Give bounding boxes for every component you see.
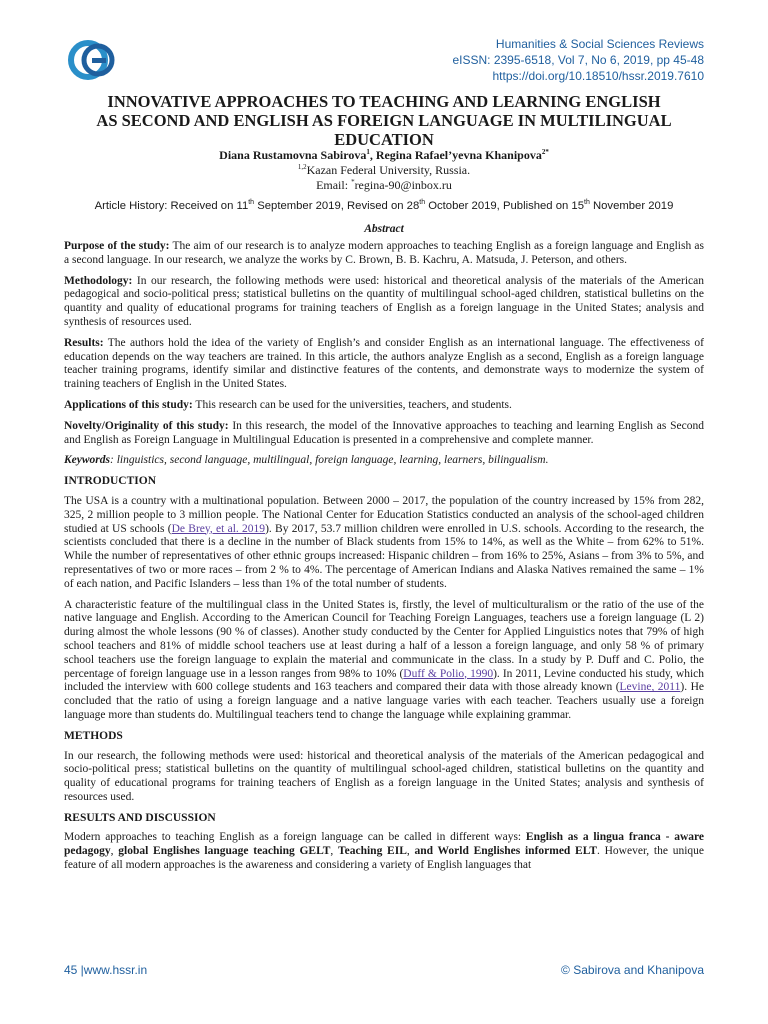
issn-line: eISSN: 2395-6518, Vol 7, No 6, 2019, pp 45-48	[452, 53, 704, 67]
title-line: AS SECOND AND ENGLISH AS FOREIGN LANGUAGE IN MULTILINGUAL	[96, 111, 672, 130]
abstract-results: Results: The authors hold the idea of the variety of English’s and consider English as an international language. The effectiveness of education depends on the way teachers are trained. In this article, the authors analyze English as a second, English as a foreign language teacher training programs, identify similar and distinctive features of the contents, and demonstrate ways to modernize the system of training teachers of English in the United States.	[64, 336, 704, 391]
email-link[interactable]: regina-90@inbox.ru	[354, 178, 452, 192]
paper-body	[64, 240, 704, 880]
footer-copyright: © Sabirova and Khanipova	[561, 963, 704, 977]
article-history: Article History: Received on 11th September 2019, Revised on 28th October 2019, Published on 15th November 2019	[94, 199, 674, 212]
journal-info	[452, 36, 704, 84]
title-line: INNOVATIVE APPROACHES TO TEACHING AND LEARNING ENGLISH	[107, 92, 661, 111]
journal-name: Humanities & Social Sciences Reviews	[495, 37, 704, 51]
results-heading: RESULTS AND DISCUSSION	[64, 811, 216, 824]
paper-title	[64, 92, 704, 149]
methods-heading: METHODS	[64, 729, 123, 742]
doi-link[interactable]: https://doi.org/10.18510/hssr.2019.7610	[492, 69, 704, 83]
author-block	[64, 148, 704, 193]
title-line: EDUCATION	[334, 130, 434, 149]
introduction-paragraph: The USA is a country with a multinational population. Between 2000 – 2017, the population of the country increased by 15% from 282, 325, 2 million people to 3 million people. The National Center for Education Statistics conducted an analysis of the school-aged children studied at US schools (De Brey, et al. 2019). By 2017, 53.7 million children were enrolled in U.S. schools. According to the research, the scientists concluded that there is a decline in the number of Black students from 15% to 14%, as well as the White – from 62% to 51%. While the number of representatives of other ethnic groups increased: Hispanic children – from 16% to 25%, Asians – from 3% to 5%, and representatives of two or more races – from 2 % to 4%. The percentage of American Indians and Alaska Natives remained the same – 1% of each nation, and Pacific Islanders – less than 1% of the total number of students.	[64, 494, 704, 590]
abstract-heading: Abstract	[364, 223, 404, 235]
author-names: Diana Rustamovna Sabirova$^1$, Regina Rafael’yevna Khanipova$^{2*}$	[219, 148, 549, 162]
methods-paragraph: In our research, the following methods were used: historical and theoretical analysis of the materials of the American pedagogical and socio-political press; statistical bulletins on the quantity of multilingual school-aged children, statistical bulletins on the quantity and quality of educational programs for training teachers of English as a foreign language in the United States; analysis and synthesis of resources used.	[64, 749, 704, 803]
affiliation: $^{1,2}$Kazan Federal University, Russia.	[297, 163, 471, 177]
email-line: Email: *regina-90@inbox.ru	[316, 178, 452, 192]
citation-link[interactable]: Duff & Polio, 1990	[403, 667, 494, 680]
abstract-purpose: Purpose of the study: The aim of our research is to analyze modern approaches to teaching English as a foreign language and English as a second language. In our research, we analyze the works by C. Brown, B. B. Kachru, A. Matsuda, J. Peterson, and others.	[64, 240, 704, 266]
abstract-methodology: Methodology: In our research, the following methods were used: historical and theoretical analysis of the materials of the American pedagogical and socio-political press; statistical bulletins on the quantity of multilingual school-aged children, statistical bulletins on the quantity and quality of educational programs for training teachers of English as a foreign language in the United States; analysis and synthesis of resources used.	[64, 274, 704, 328]
footer-page-site[interactable]: 45 |www.hssr.in	[64, 963, 148, 977]
author-1: Diana Rustamovna Sabirova	[219, 148, 367, 162]
citation-link[interactable]: De Brey, et al. 2019	[171, 522, 266, 535]
introduction-heading: INTRODUCTION	[64, 475, 157, 488]
abstract-applications: Applications of this study: This research can be used for the universities, teachers, and students.	[64, 398, 512, 411]
citation-link[interactable]: Levine, 2011	[619, 681, 681, 694]
author-2: Regina Rafael’yevna Khanipova	[375, 148, 542, 162]
abstract-novelty: Novelty/Originality of this study: In this research, the model of the Innovative approaches to teaching and learning English as Second and English as Foreign Language in Multilingual Education is presented in a comprehensive and complete manner.	[64, 419, 704, 446]
introduction-paragraph: A characteristic feature of the multilingual class in the United States is, firstly, the level of multiculturalism or the ratio of the use of the native language and English. According to the American Council for Teaching Foreign Languages, teachers use a foreign language (L 2) during almost the whole lessons (90 % of classes). Another study conducted by the Center for Applied Linguistics notes that 79% of high school teachers and 81% of middle school teachers use at least during a half of a lesson a foreign language, and only 58 % of primary school teachers use the foreign language to explain the material and communicate in the class. In a study by P. Duff and C. Polio, the percentage of foreign language use in a lesson ranges from 98% to 10% (Duff & Polio, 1990). In 2011, Levine conducted his study, which included the interview with 600 college students and 163 teachers and compared their data with those already known (Levine, 2011). He concluded that the ratio of using a foreign language and a native language varies with each teacher. Teachers usually use a foreign language more than students do. Multilingual teachers tend to change the language while explaining grammar.	[64, 598, 704, 721]
keywords: Keywords: linguistics, second language, multilingual, foreign language, learning, learners, bilingualism.	[64, 454, 549, 467]
journal-logo	[66, 40, 118, 80]
results-paragraph: Modern approaches to teaching English as a foreign language can be called in different ways: English as a lingua franca - aware pedagogy, global Englishes language teaching GELT, Teaching EIL, and World Englishes informed ELT. However, the unique feature of all modern approaches is the awareness and considering a variety of English languages that	[64, 831, 704, 872]
